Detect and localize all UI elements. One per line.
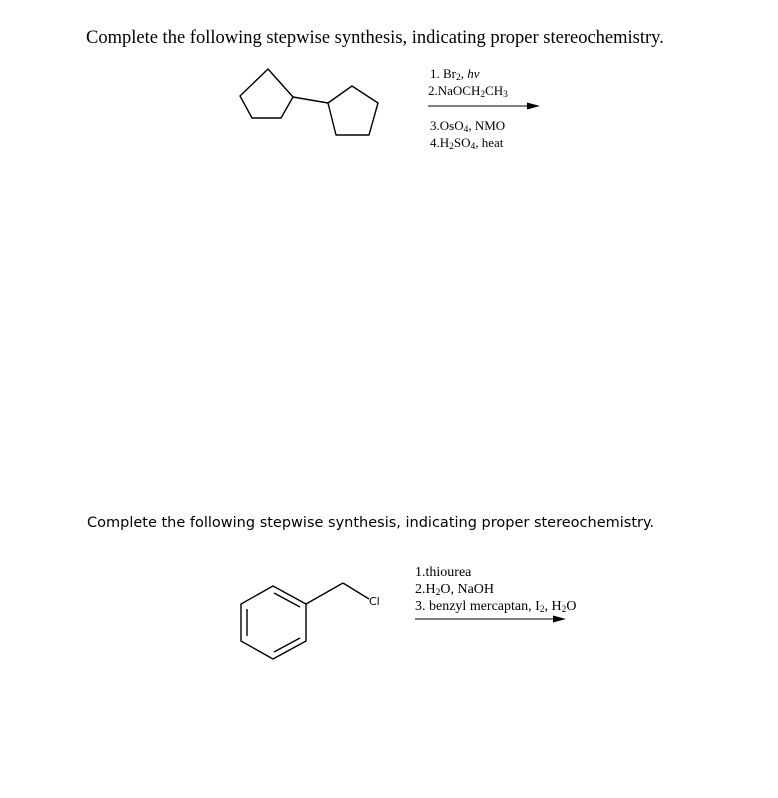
- cyclopentane-ring-left: [240, 69, 293, 118]
- reaction-arrow-1: [428, 103, 540, 110]
- reagent-step-1: 1. $Br_2$, hv: [430, 66, 480, 83]
- ring-to-ch2-bond: [306, 583, 343, 604]
- benzene-double-bond-1: [274, 593, 300, 607]
- chlorine-atom-label: Cl: [369, 595, 380, 608]
- cyclopentane-ring-right: [328, 86, 378, 135]
- ch2-to-cl-bond: [343, 583, 369, 599]
- benzene-double-bond-2: [274, 638, 300, 652]
- reagent-2-step-3: 3. benzyl mercaptan, $I_2$, $H_2O$: [415, 599, 577, 615]
- reagent-step-4: $4.H_2SO_4$, heat: [430, 135, 504, 152]
- reagent-step-2: $2.NaOCH_2CH_3$: [428, 83, 508, 100]
- benzene-ring: [241, 586, 306, 659]
- reagent-step-3: 3.OsO$_4$, NMO: [430, 118, 506, 135]
- bicyclopentyl-structure: [240, 69, 378, 135]
- question-2-title: Complete the following stepwise synthesis, indicating proper stereochemistry.: [87, 515, 655, 531]
- question-1-title: Complete the following stepwise synthesis, indicating proper stereochemistry.: [86, 28, 664, 48]
- reagent-2-step-2: $2.H_2O$, NaOH: [415, 582, 495, 598]
- benzyl-chloride-structure: [241, 583, 369, 659]
- reagent-2-step-1: 1.thiourea: [415, 565, 472, 580]
- ring-connecting-bond: [293, 97, 328, 103]
- reaction-arrow-2: [415, 616, 566, 623]
